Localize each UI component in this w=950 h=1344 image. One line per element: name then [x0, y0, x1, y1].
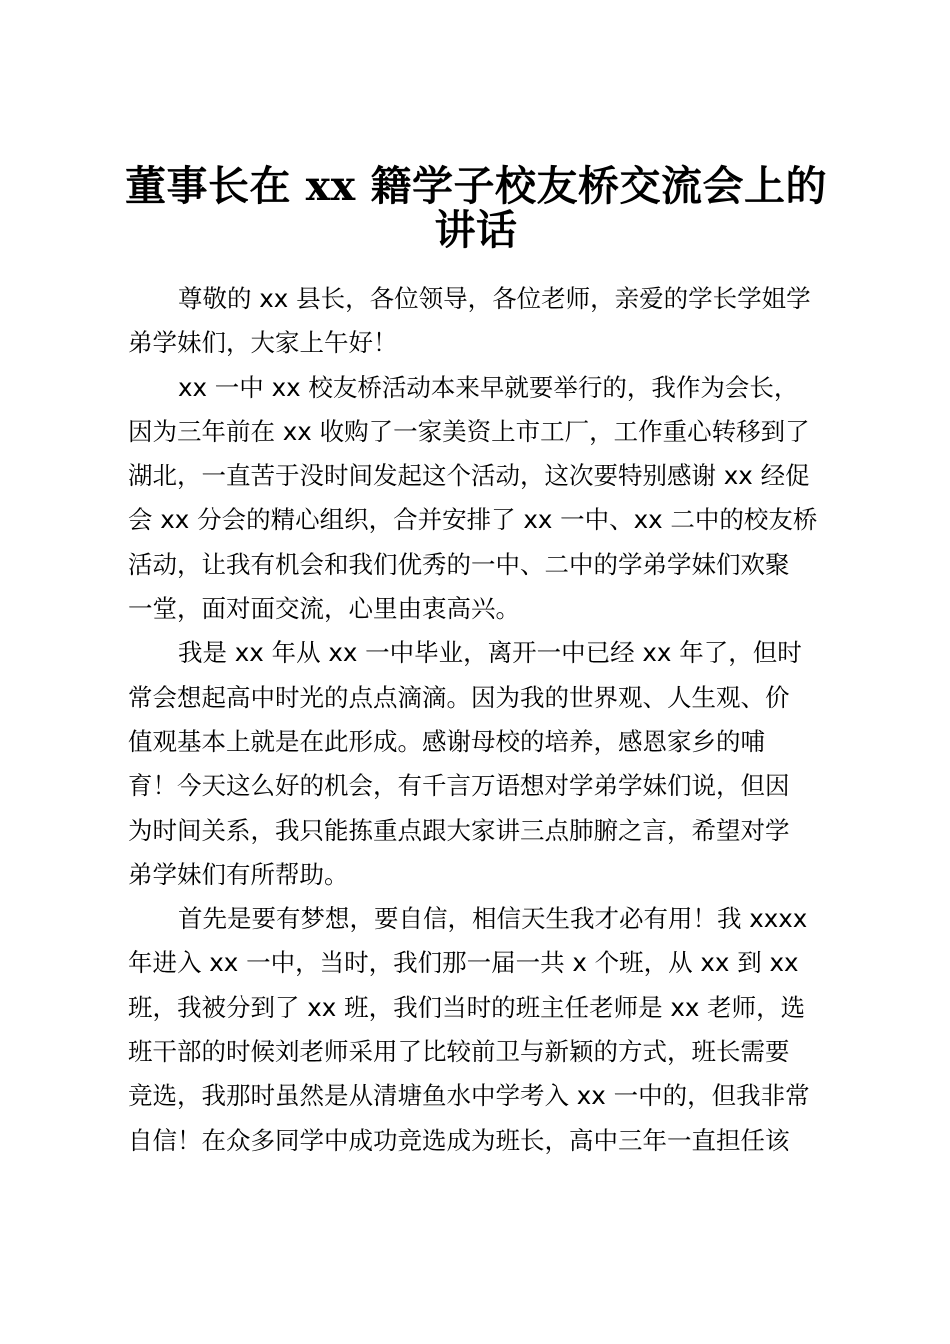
text-line: 常会想起高中时光的点点滴滴。因为我的世界观、人生观、价: [128, 682, 790, 712]
text-line: 首先是要有梦想，要自信，相信天生我才必有用！我 xxxx: [178, 904, 808, 934]
text-line: 湖北，一直苦于没时间发起这个活动，这次要特别感谢 xx 经促: [128, 461, 810, 491]
text-line: 会 xx 分会的精心组织，合并安排了 xx 一中、xx 二中的校友桥: [128, 505, 818, 535]
document-body: [128, 277, 840, 1163]
text-line: 班，我被分到了 xx 班，我们当时的班主任老师是 xx 老师，选: [128, 992, 806, 1022]
text-line: 我是 xx 年从 xx 一中毕业，离开一中已经 xx 年了，但时: [178, 638, 802, 668]
text-line: 为时间关系，我只能拣重点跟大家讲三点肺腑之言，希望对学: [128, 815, 790, 845]
title-line: 董事长在 xx 籍学子校友桥交流会上的: [125, 162, 827, 210]
text-line: 活动，让我有机会和我们优秀的一中、二中的学弟学妹们欢聚: [128, 549, 790, 579]
text-line: 弟学妹们，大家上午好！: [128, 328, 398, 358]
text-line: 值观基本上就是在此形成。感谢母校的培养，感恩家乡的哺: [128, 726, 765, 756]
text-line: 尊敬的 xx 县长，各位领导，各位老师，亲爱的学长学姐学: [178, 284, 811, 313]
text-line: 弟学妹们有所帮助。: [128, 859, 349, 889]
title-line: 讲话: [434, 206, 518, 255]
paragraph-event: [128, 366, 840, 632]
paragraph-greeting: [128, 277, 840, 366]
text-line: xx 一中 xx 校友桥活动本来早就要举行的，我作为会长，: [178, 372, 799, 402]
paragraph-dream: [128, 897, 840, 1163]
text-line: 竞选，我那时虽然是从清塘鱼水中学考入 xx 一中的，但我非常: [128, 1081, 810, 1111]
text-line: 班干部的时候刘老师采用了比较前卫与新颖的方式，班长需要: [128, 1037, 790, 1067]
text-line: 一堂，面对面交流，心里由衷高兴。: [128, 594, 520, 624]
text-line: 自信！在众多同学中成功竞选成为班长，高中三年一直担任该: [128, 1125, 790, 1155]
text-line: 年进入 xx 一中，当时，我们那一届一共 x 个班，从 xx 到 xx: [128, 948, 799, 978]
text-line: 因为三年前在 xx 收购了一家美资上市工厂，工作重心转移到了: [128, 416, 810, 446]
document-title: [120, 164, 832, 253]
text-line: 育！今天这么好的机会，有千言万语想对学弟学妹们说，但因: [128, 771, 790, 801]
paragraph-memories: [128, 631, 840, 897]
